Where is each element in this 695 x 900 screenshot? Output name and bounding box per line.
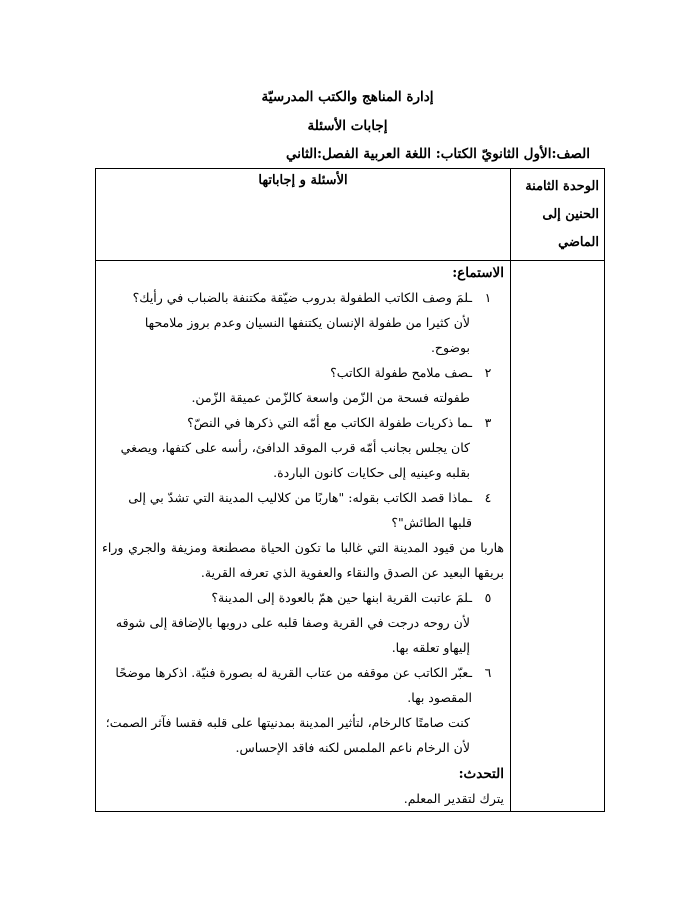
question-number: ٤	[484, 490, 492, 505]
answers-content	[96, 261, 511, 812]
answer-text: لأن روحه درجت في القرية وصفا قلبه على دروبها بالإضافة إلى شوقه إليهاو تعلقه بها.	[115, 615, 470, 655]
question-block	[102, 410, 504, 485]
unit-number: الوحدة الثامنة	[525, 179, 599, 194]
unit-cell	[511, 169, 605, 261]
department-title: إدارة المناهج والكتب المدرسيّة	[261, 89, 434, 105]
question-text: ـلمَ وصف الكاتب الطفولة بدروب ضيّقة مكتنفة بالضباب في رأيك؟	[132, 290, 472, 305]
speaking-heading: التحدث:	[458, 766, 504, 782]
question-text: ـماذا قصد الكاتب بقوله: "هاربًا من كلاليب المدينة التي تشدّ بي إلى قلبها الطائش"؟	[128, 490, 472, 530]
question-number: ٢	[484, 365, 492, 380]
column-heading: الأسئلة و إجاباتها	[96, 169, 511, 261]
speaking-answer: يترك لتقدير المعلم.	[403, 791, 504, 806]
question-block	[102, 585, 504, 660]
question-text: ـصف ملامح طفولة الكاتب؟	[330, 365, 472, 380]
question-block	[102, 360, 504, 410]
question-number: ٣	[484, 415, 492, 430]
answers-title: إجابات الأسئلة	[307, 118, 388, 134]
question-number: ١	[484, 290, 492, 305]
question-text: ـما ذكريات طفولة الكاتب مع أمّه التي ذكرها في النصّ؟	[187, 415, 472, 430]
question-block	[102, 485, 504, 585]
question-text: ـعبّر الكاتب عن موقفه من عتاب القرية له بصورة فنيّة. اذكرها موضحًا المقصود بها.	[115, 665, 472, 705]
answer-text: كنت صامتًا كالرخام، لتأثير المدينة بمدنيتها على قلبه فقسا فآثر الصمت؛ لأن الرخام ناعم الملمس لكنه فاقد الإحساس.	[105, 715, 470, 755]
answer-text: كان يجلس بجانب أمّه قرب الموقد الدافئ، رأسه على كتفها، ويصغي بقلبه وعينيه إلى حكايات كانون الباردة.	[120, 440, 470, 480]
class-book-semester: الصف:الأول الثانويّ الكتاب: اللغة العربية الفصل:الثاني	[285, 146, 590, 162]
question-text: ـلمَ عاتبت القرية ابنها حين همّ بالعودة إلى المدينة؟	[211, 590, 472, 605]
question-number: ٥	[484, 590, 492, 605]
question-number: ٦	[484, 665, 492, 680]
empty-unit-cell	[511, 261, 605, 812]
answer-text: هاربا من قيود المدينة التي غالبا ما تكون الحياة مصطنعة ومزيفة والجري وراء بريقها البعيد عن الصدق والنقاء والعفوية الذي تعرفه القرية.	[102, 540, 504, 580]
answer-text: لأن كثيرا من طفولة الإنسان يكتنفها النسيان وعدم بروز ملامحها بوضوح.	[144, 315, 470, 355]
listening-heading: الاستماع:	[452, 265, 504, 281]
question-block	[102, 285, 504, 360]
answer-text: طفولته فسحة من الزّمن واسعة كالزّمن عميقة الزّمن.	[191, 390, 470, 405]
unit-title-line2: الماضي	[558, 235, 599, 250]
question-block	[102, 660, 504, 760]
unit-title-line1: الحنين إلى	[542, 207, 599, 222]
answers-table	[95, 168, 605, 812]
